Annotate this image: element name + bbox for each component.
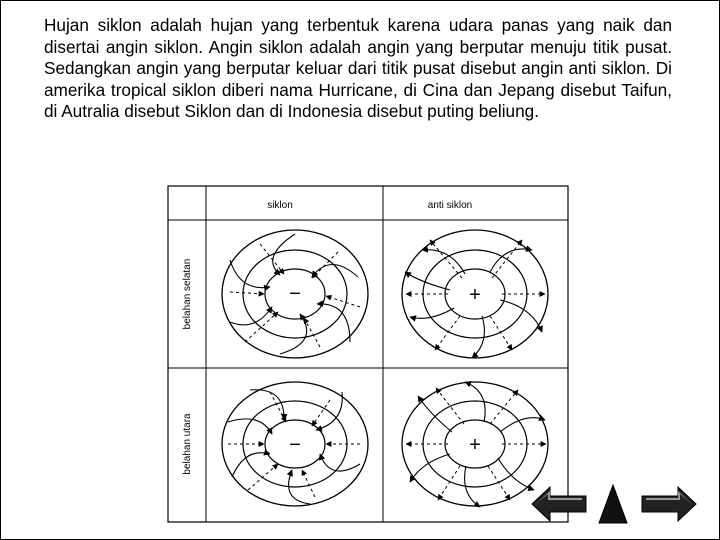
row-header-selatan: belahan selatan [182, 258, 193, 330]
panel-anti-siklon-selatan [402, 230, 548, 358]
arrow-up-icon [598, 484, 628, 524]
cyclone-diagram [160, 182, 573, 528]
panel-siklon-selatan [222, 230, 368, 358]
low-pressure-symbol: − [289, 283, 301, 305]
nav-home-button[interactable] [598, 484, 628, 524]
low-pressure-symbol: − [289, 434, 301, 456]
nav-forward-button[interactable] [640, 484, 698, 524]
col-header-anti-siklon: anti siklon [427, 200, 473, 211]
cyclone-figure [160, 182, 573, 528]
body-paragraph: Hujan siklon adalah hujan yang terbentuk karena udara panas yang naik dan disertai angin siklon. Angin siklon adalah angin yang berputar menuju titik pusat. Sedangkan angin yang berputar keluar dari titik pusat disebut angin anti siklon. Di amerika tropical siklon diberi nama Hurricane, di Cina dan Jepang disebut Taifun, di Autralia disebut Siklon dan di Indonesia disebut puting beliung. [44, 15, 672, 121]
col-header-siklon: siklon [267, 200, 293, 211]
row-header-utara: belahan utara [182, 413, 193, 475]
high-pressure-symbol: + [469, 434, 481, 456]
high-pressure-symbol: + [469, 284, 481, 306]
arrow-left-icon [530, 484, 588, 524]
nav-back-button[interactable] [530, 484, 588, 524]
panel-anti-siklon-utara [402, 382, 548, 507]
panel-siklon-utara [222, 382, 368, 506]
arrow-right-icon [640, 484, 698, 524]
